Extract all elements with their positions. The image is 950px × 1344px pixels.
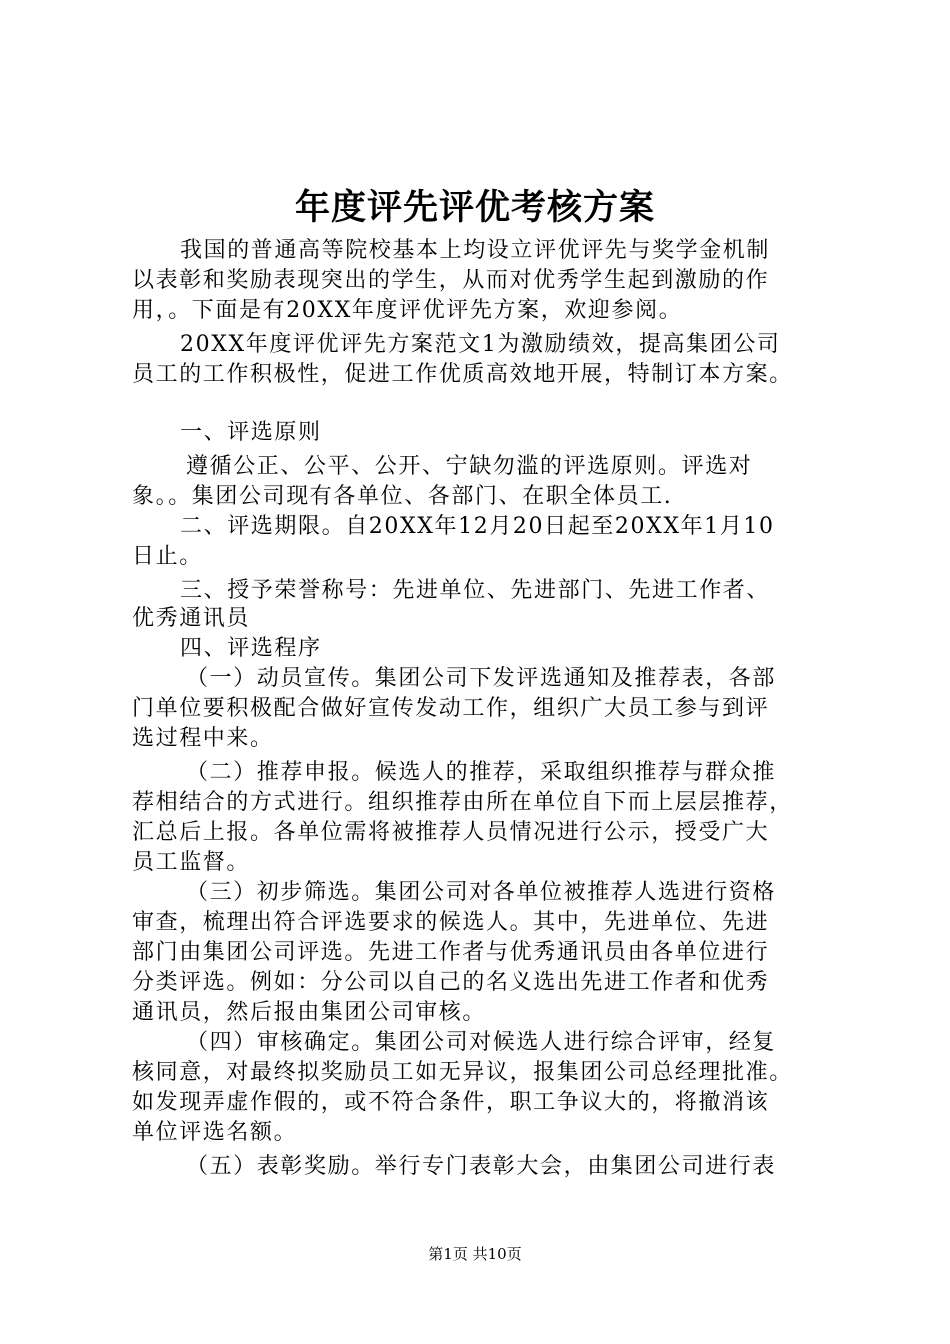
body-line: 遵循公正、公平、公开、宁缺勿滥的评选原则。评选对 — [186, 454, 753, 479]
body-line: 员工监督。 — [132, 850, 251, 875]
body-line: 选过程中来。 — [132, 726, 274, 751]
body-line: 汇总后上报。各单位需将被推荐人员情况进行公示，授受广大 — [132, 820, 770, 845]
body-line: 门单位要积极配合做好宣传发动工作，组织广大员工参与到评 — [132, 696, 770, 721]
body-line: 三、授予荣誉称号：先进单位、先进部门、先进工作者、 — [180, 578, 771, 603]
body-line: 20XX年度评优评先方案范文1为激励绩效，提高集团公司 — [180, 332, 781, 357]
body-line: 二、评选期限。自20XX年12月20日起至20XX年1月10 — [180, 514, 775, 539]
body-line: 象。。集团公司现有各单位、各部门、在职全体员工. — [132, 484, 673, 509]
body-line: 日止。 — [132, 544, 203, 569]
body-line: 荐相结合的方式进行。组织推荐由所在单位自下而上层层推荐， — [132, 790, 793, 815]
body-line: （四）审核确定。集团公司对候选人进行综合评审，经复 — [186, 1030, 777, 1055]
body-line: 单位评选名额。 — [132, 1120, 298, 1145]
body-line: （五）表彰奖励。举行专门表彰大会，由集团公司进行表 — [186, 1154, 777, 1179]
section-heading: 四、评选程序 — [180, 636, 322, 661]
body-line: 部门由集团公司评选。先进工作者与优秀通讯员由各单位进行 — [132, 940, 770, 965]
body-line: （三）初步筛选。集团公司对各单位被推荐人选进行资格 — [186, 880, 777, 905]
document-title: 年度评先评优考核方案 — [294, 187, 655, 228]
body-line: 员工的工作积极性，促进工作优质高效地开展，特制订本方案。 — [132, 362, 793, 387]
body-line: 以表彰和奖励表现突出的学生，从而对优秀学生起到激励的作 — [132, 268, 770, 293]
body-line: （二）推荐申报。候选人的推荐，采取组织推荐与群众推 — [186, 760, 777, 785]
section-heading: 一、评选原则 — [180, 420, 322, 445]
body-line: 分类评选。例如：分公司以自己的名义选出先进工作者和优秀 — [132, 970, 770, 995]
page-footer: 第1页 共10页 — [428, 1245, 522, 1263]
body-line: （一）动员宣传。集团公司下发评选通知及推荐表，各部 — [186, 666, 777, 691]
body-line: 通讯员，然后报由集团公司审核。 — [132, 1000, 487, 1025]
body-line: 我国的普通高等院校基本上均设立评优评先与奖学金机制 — [180, 238, 771, 263]
body-line: 审查，梳理出符合评选要求的候选人。其中，先进单位、先进 — [132, 910, 770, 935]
body-line: 用，。下面是有20XX年度评优评先方案，欢迎参阅。 — [132, 298, 683, 323]
body-line: 核同意，对最终拟奖励员工如无异议，报集团公司总经理批准。 — [132, 1060, 793, 1085]
body-line: 如发现弄虚作假的，或不符合条件，职工争议大的，将撤消该 — [132, 1090, 770, 1115]
body-line: 优秀通讯员 — [132, 606, 251, 631]
